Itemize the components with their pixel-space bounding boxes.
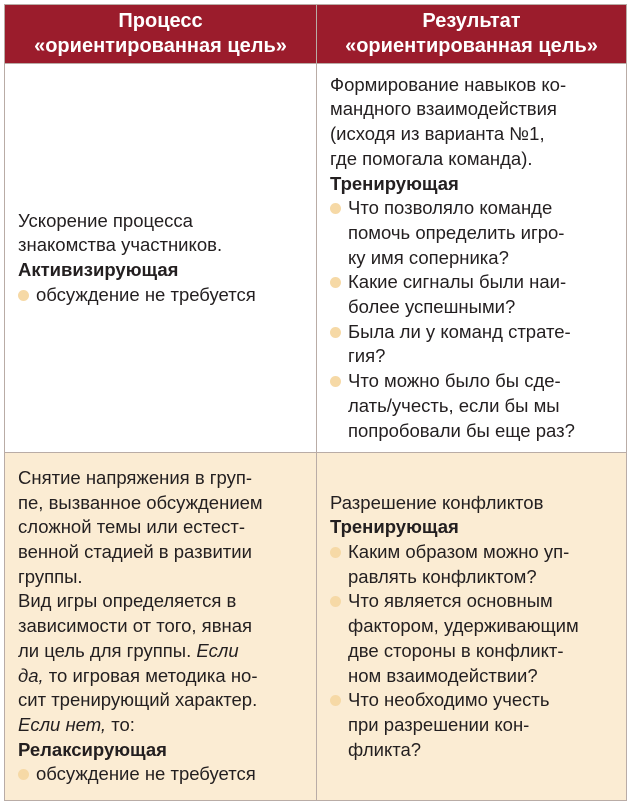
list-item bbox=[330, 688, 618, 762]
bullet-list bbox=[18, 283, 308, 308]
text-line: Что можно было бы сде- bbox=[348, 370, 561, 392]
text-line: Что необходимо учесть bbox=[348, 689, 550, 711]
text-line: две стороны в конфликт- bbox=[348, 639, 564, 661]
list-item bbox=[330, 369, 618, 443]
comparison-table bbox=[4, 4, 627, 801]
text-line: сит тренирующий характер. bbox=[18, 689, 258, 711]
text-line: попробовали бы еще раз? bbox=[348, 419, 575, 441]
list-item bbox=[330, 270, 618, 319]
text-line: помочь определить игро- bbox=[348, 221, 565, 243]
text-line: при разрешении кон- bbox=[348, 713, 530, 735]
text-line: группы. bbox=[18, 565, 83, 587]
text-line: Вид игры определяется в bbox=[18, 590, 237, 612]
text-line: гия? bbox=[348, 345, 386, 367]
game-type-label: Активизирующая bbox=[18, 259, 179, 280]
text-line: венной стадией в развитии bbox=[18, 541, 252, 563]
list-item bbox=[330, 589, 618, 688]
header-process-line1: Процесс bbox=[118, 10, 203, 32]
text-line bbox=[18, 639, 308, 664]
text-line: лать/учесть, если бы мы bbox=[348, 394, 560, 416]
bullet-icon bbox=[330, 596, 341, 607]
text-line: Была ли у команд страте- bbox=[348, 320, 571, 342]
list-item bbox=[330, 540, 618, 589]
bullet-icon bbox=[330, 695, 341, 706]
row2-process-cell bbox=[5, 453, 317, 801]
game-type-label: Релаксирующая bbox=[18, 738, 167, 760]
italic-segment: Если нет, bbox=[18, 713, 107, 735]
text-segment: то: bbox=[106, 713, 135, 735]
row1-process-cell bbox=[5, 64, 317, 453]
italic-segment: да, bbox=[18, 664, 44, 686]
text-line: сложной темы или естест- bbox=[18, 516, 245, 538]
text-line: Разрешение конфликтов bbox=[330, 491, 544, 513]
bullet-list bbox=[18, 762, 308, 787]
text-line: Ускорение процесса bbox=[18, 209, 193, 231]
header-result bbox=[317, 5, 627, 64]
list-item bbox=[18, 283, 308, 308]
bullet-icon bbox=[18, 769, 29, 780]
row2-result-cell bbox=[317, 453, 627, 801]
bullet-icon bbox=[330, 547, 341, 558]
text-line bbox=[18, 713, 308, 738]
text-line: Формирование навыков ко- bbox=[330, 73, 567, 95]
bullet-icon bbox=[18, 290, 29, 301]
text-line: Каким образом можно уп- bbox=[348, 541, 570, 563]
text-line: Что позволяло команде bbox=[348, 197, 553, 219]
header-process-line2: «ориентированная цель» bbox=[34, 35, 287, 57]
bullet-icon bbox=[330, 203, 341, 214]
text-line: обсуждение не требуется bbox=[36, 763, 256, 785]
list-item bbox=[18, 762, 308, 787]
text-line: знакомства участников. bbox=[18, 234, 223, 256]
italic-segment: Если bbox=[196, 639, 239, 661]
text-line bbox=[18, 664, 308, 689]
bullet-icon bbox=[330, 376, 341, 387]
header-result-line1: Результат bbox=[422, 10, 521, 32]
bullet-list bbox=[330, 196, 618, 443]
row1-result-cell bbox=[317, 64, 627, 453]
text-line: Что является основным bbox=[348, 590, 553, 612]
text-line: где помогала команда). bbox=[330, 147, 533, 169]
bullet-list bbox=[330, 540, 618, 762]
bullet-icon bbox=[330, 327, 341, 338]
text-line: мандного взаимодействия bbox=[330, 98, 557, 120]
text-line: Снятие напряжения в груп- bbox=[18, 466, 253, 488]
game-type-label: Тренирующая bbox=[330, 516, 459, 538]
header-process bbox=[5, 5, 317, 64]
text-line: зависимости от того, явная bbox=[18, 615, 253, 637]
list-item bbox=[330, 196, 618, 270]
text-line: пе, вызванное обсуждением bbox=[18, 491, 263, 513]
text-line: равлять конфликтом? bbox=[348, 565, 537, 587]
text-line: фликта? bbox=[348, 738, 422, 760]
text-line: обсуждение не требуется bbox=[36, 283, 256, 305]
text-line: ку имя соперника? bbox=[348, 246, 509, 268]
text-line: (исходя из варианта №1, bbox=[330, 123, 545, 145]
text-line: более успешными? bbox=[348, 296, 516, 318]
bullet-icon bbox=[330, 277, 341, 288]
text-line: Какие сигналы были наи- bbox=[348, 271, 567, 293]
text-line: ном взаимодействии? bbox=[348, 664, 538, 686]
text-segment: ли цель для группы. bbox=[18, 639, 197, 661]
text-line: фактором, удерживающим bbox=[348, 615, 579, 637]
game-type-label: Тренирующая bbox=[330, 172, 459, 194]
header-result-line2: «ориентированная цель» bbox=[345, 35, 598, 57]
text-segment: то игровая методика но- bbox=[43, 664, 258, 686]
list-item bbox=[330, 320, 618, 369]
